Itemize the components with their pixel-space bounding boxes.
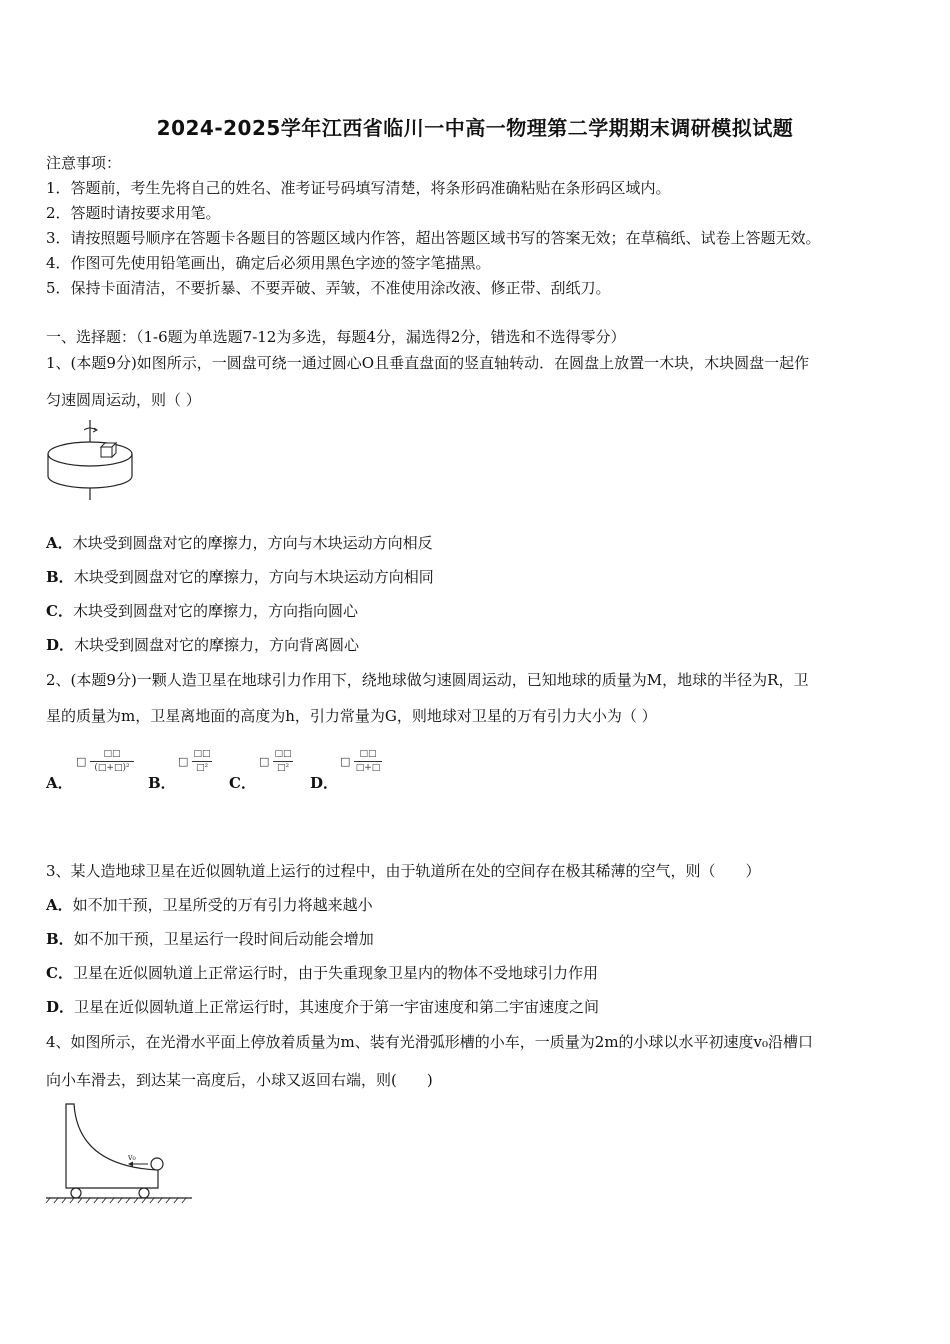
q3-option-d[interactable]: D．卫星在近似圆轨道上正常运行时，其速度介于第一宇宙速度和第二宇宙速度之间 <box>46 998 600 1016</box>
q3-option-a[interactable]: A．如不加干预，卫星所受的万有引力将越来越小 <box>46 896 373 914</box>
notice-item: 3．请按照题号顺序在答题卡各题目的答题区域内作答，超出答题区域书写的答案无效；在草稿纸、试卷上答题无效。 <box>46 229 821 247</box>
svg-text:v₀: v₀ <box>128 1153 136 1162</box>
page-title: 2024-2025学年江西省临川一中高一物理第二学期期末调研模拟试题 <box>156 116 794 140</box>
q1-stem-line1: 1、(本题9分)如图所示，一圆盘可绕一通过圆心O且垂直盘面的竖直轴转动．在圆盘上放置一木块，木块圆盘一起作 <box>46 354 810 372</box>
notice-heading: 注意事项： <box>46 154 122 172</box>
q3-option-b[interactable]: B．如不加干预，卫星运行一段时间后动能会增加 <box>46 930 374 948</box>
q2-option-c[interactable]: C． <box>229 774 256 792</box>
q2-option-d[interactable]: D． <box>310 774 339 792</box>
q1-option-c[interactable]: C．木块受到圆盘对它的摩擦力，方向指向圆心 <box>46 602 358 620</box>
q1-option-d[interactable]: D．木块受到圆盘对它的摩擦力，方向背离圆心 <box>46 636 360 654</box>
rotating-disk-figure <box>44 418 136 502</box>
q1-stem-line2: 匀速圆周运动，则（ ） <box>46 391 201 409</box>
q1-option-b[interactable]: B．木块受到圆盘对它的摩擦力，方向与木块运动方向相同 <box>46 568 434 586</box>
notice-item: 4．作图可先使用铅笔画出，确定后必须用黑色字迹的签字笔描黑。 <box>46 254 491 272</box>
q2-option-a[interactable]: A． <box>46 774 73 792</box>
section-heading: 一、选择题：（1-6题为单选题7-12为多选，每题4分，漏选得2分，错选和不选得零分） <box>46 328 626 346</box>
notice-item: 1．答题前，考生先将自己的姓名、准考证号码填写清楚，将条形码准确粘贴在条形码区域内。 <box>46 179 671 197</box>
cart-slope-figure <box>44 1100 196 1206</box>
notice-item: 2．答题时请按要求用笔。 <box>46 204 221 222</box>
q3-stem: 3、某人造地球卫星在近似圆轨道上运行的过程中，由于轨道所在处的空间存在极其稀薄的空气，则（ ） <box>46 862 761 880</box>
q3-option-c[interactable]: C．卫星在近似圆轨道上正常运行时，由于失重现象卫星内的物体不受地球引力作用 <box>46 964 598 982</box>
notice-item: 5．保持卡面清洁，不要折暴、不要弄破、弄皱，不准使用涂改液、修正带、刮纸刀。 <box>46 279 611 297</box>
q2-stem-line1: 2、(本题9分)一颗人造卫星在地球引力作用下，绕地球做匀速圆周运动，已知地球的质量为M，地球的半径为R，卫 <box>46 671 809 689</box>
q2-stem-line2: 星的质量为m，卫星离地面的高度为h，引力常量为G，则地球对卫星的万有引力大小为（ ） <box>46 707 657 725</box>
q1-option-a[interactable]: A．木块受到圆盘对它的摩擦力，方向与木块运动方向相反 <box>46 534 433 552</box>
q4-stem-line2: 向小车滑去，到达某一高度后，小球又返回右端，则( ) <box>46 1071 433 1089</box>
q2-option-b[interactable]: B． <box>148 774 176 792</box>
q4-stem-line1: 4、如图所示，在光滑水平面上停放着质量为m、装有光滑弧形槽的小车，一质量为2m的小球以水平初速度v₀沿槽口 <box>46 1033 814 1051</box>
